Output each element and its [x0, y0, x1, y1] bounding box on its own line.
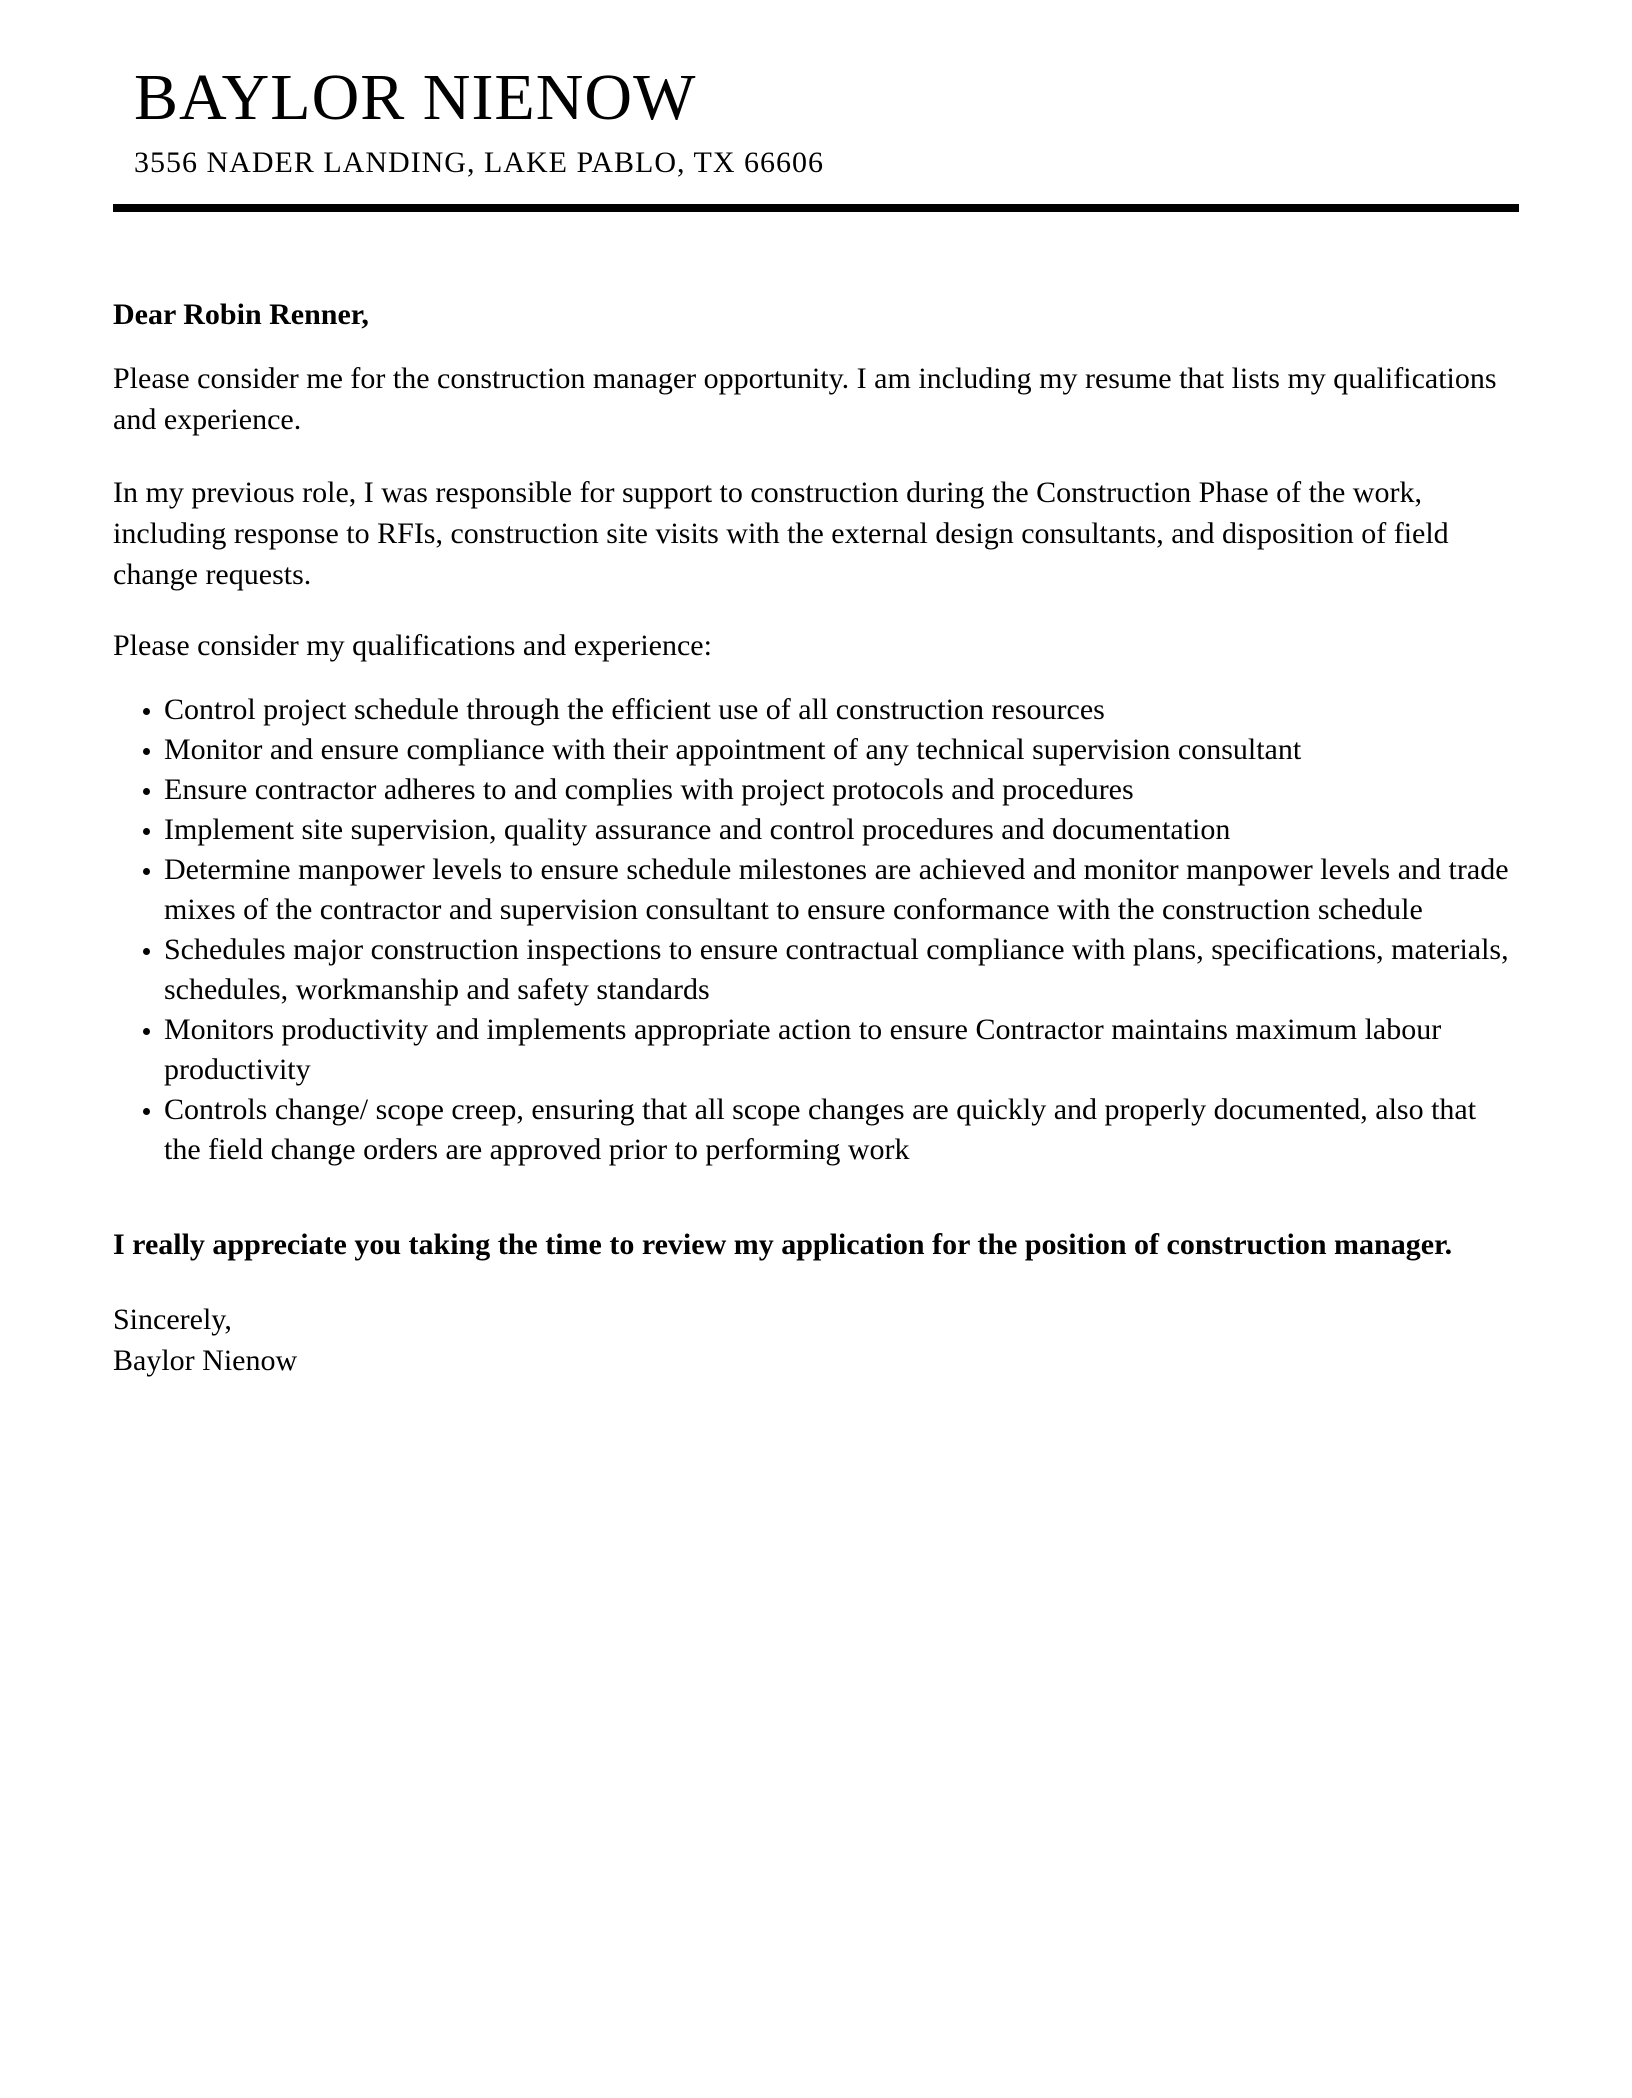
list-item: • Determine manpower levels to ensure schedule milestones are achieved and monitor manpower levels and trade mixes of the contractor and supervision consultant to ensure conformance with the construction schedule	[164, 850, 1519, 930]
applicant-name: BAYLOR NIENOW	[134, 61, 697, 134]
letter-header	[113, 0, 1519, 212]
letter-body	[113, 294, 1519, 1381]
signature-name: Baylor Nienow	[113, 1344, 298, 1377]
applicant-address: 3556 NADER LANDING, LAKE PABLO, TX 66606	[134, 146, 824, 179]
list-item: • Implement site supervision, quality assurance and control procedures and documentation	[164, 810, 1519, 850]
list-item: • Monitors productivity and implements appropriate action to ensure Contractor maintains maximum labour productivity	[164, 1010, 1519, 1090]
list-item: • Ensure contractor adheres to and complies with project protocols and procedures	[164, 770, 1519, 810]
signoff: Sincerely,	[113, 1303, 232, 1336]
header-divider-rule	[113, 204, 1519, 212]
list-item: • Controls change/ scope creep, ensuring that all scope changes are quickly and properly documented, also that the field change orders are approved prior to performing work	[164, 1090, 1519, 1170]
list-item: • Schedules major construction inspections to ensure contractual compliance with plans, specifications, materials, schedules, workmanship and safety standards	[164, 930, 1519, 1010]
closing-paragraph: I really appreciate you taking the time to review my application for the position of construction manager.	[113, 1228, 1453, 1261]
list-item: • Control project schedule through the efficient use of all construction resources	[164, 690, 1519, 730]
salutation: Dear Robin Renner,	[113, 298, 369, 331]
signature-block	[113, 1299, 1519, 1381]
paragraph-previous-role: In my previous role, I was responsible for support to construction during the Construction Phase of the work, including response to RFIs, construction site visits with the external design consultants, and disposition of field change requests.	[113, 476, 1449, 591]
paragraph-qualifications-lead: Please consider my qualifications and experience:	[113, 629, 712, 662]
paragraph-intro: Please consider me for the construction manager opportunity. I am including my resume that lists my qualifications and experience.	[113, 362, 1497, 436]
list-item: • Monitor and ensure compliance with their appointment of any technical supervision consultant	[164, 730, 1519, 770]
qualifications-list	[113, 690, 1519, 1170]
